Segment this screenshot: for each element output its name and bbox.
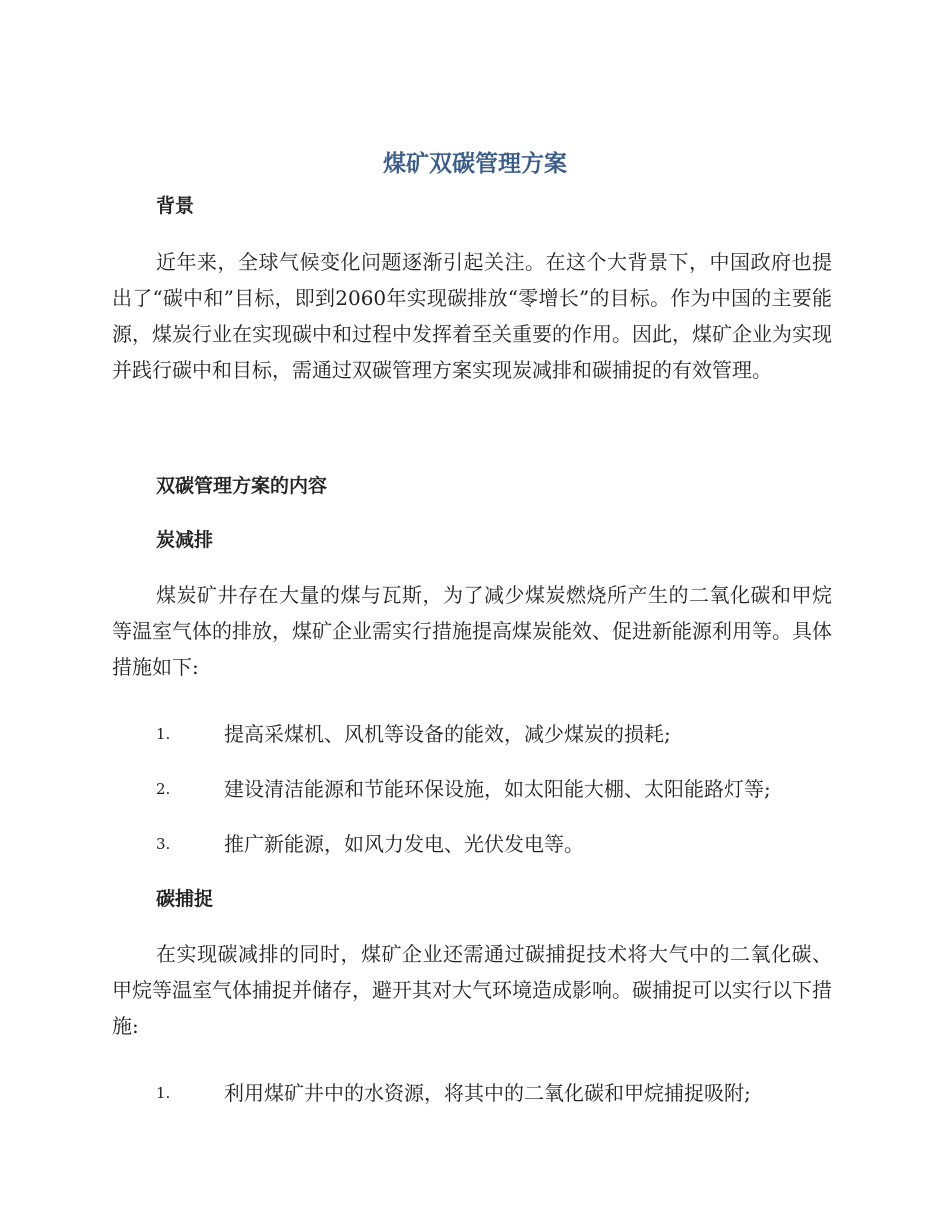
list-number: 2. <box>156 780 171 798</box>
paragraph-background: 近年来，全球气候变化问题逐渐引起关注。在这个大背景下，中国政府也提出了“碳中和”目标，即到2060年实现碳排放“零增长”的目标。作为中国的主要能源，煤炭行业在实现碳中和过程中发挥着至关重要的作用。因此，煤矿企业为实现并践行碳中和目标，需通过双碳管理方案实现炭减排和碳捕捉的有效管理。 <box>112 250 832 382</box>
heading-content: 双碳管理方案的内容 <box>156 475 328 497</box>
list-text: 推广新能源，如风力发电、光伏发电等。 <box>224 832 584 856</box>
paragraph-capture: 在实现碳减排的同时，煤矿企业还需通过碳捕捉技术将大气中的二氧化碳、甲烷等温室气体捕捉并储存，避开其对大气环境造成影响。碳捕捉可以实行以下措施: <box>112 942 832 1038</box>
paragraph-reduction: 煤炭矿井存在大量的煤与瓦斯，为了减少煤炭燃烧所产生的二氧化碳和甲烷等温室气体的排放，煤矿企业需实行措施提高煤炭能效、促进新能源利用等。具体措施如下: <box>112 583 832 679</box>
heading-capture: 碳捕捉 <box>156 888 214 910</box>
document-title: 煤矿双碳管理方案 <box>383 151 567 177</box>
list-number: 1. <box>156 725 171 743</box>
list-text: 提高采煤机、风机等设备的能效，减少煤炭的损耗; <box>224 722 671 746</box>
list-text: 建设清洁能源和节能环保设施，如太阳能大棚、太阳能路灯等; <box>224 777 771 801</box>
heading-background: 背景 <box>156 195 195 217</box>
heading-reduction: 炭减排 <box>156 529 214 551</box>
list-number: 1. <box>156 1084 171 1102</box>
list-number: 3. <box>156 835 171 853</box>
list-text: 利用煤矿井中的水资源，将其中的二氧化碳和甲烷捕捉吸附; <box>224 1081 751 1105</box>
